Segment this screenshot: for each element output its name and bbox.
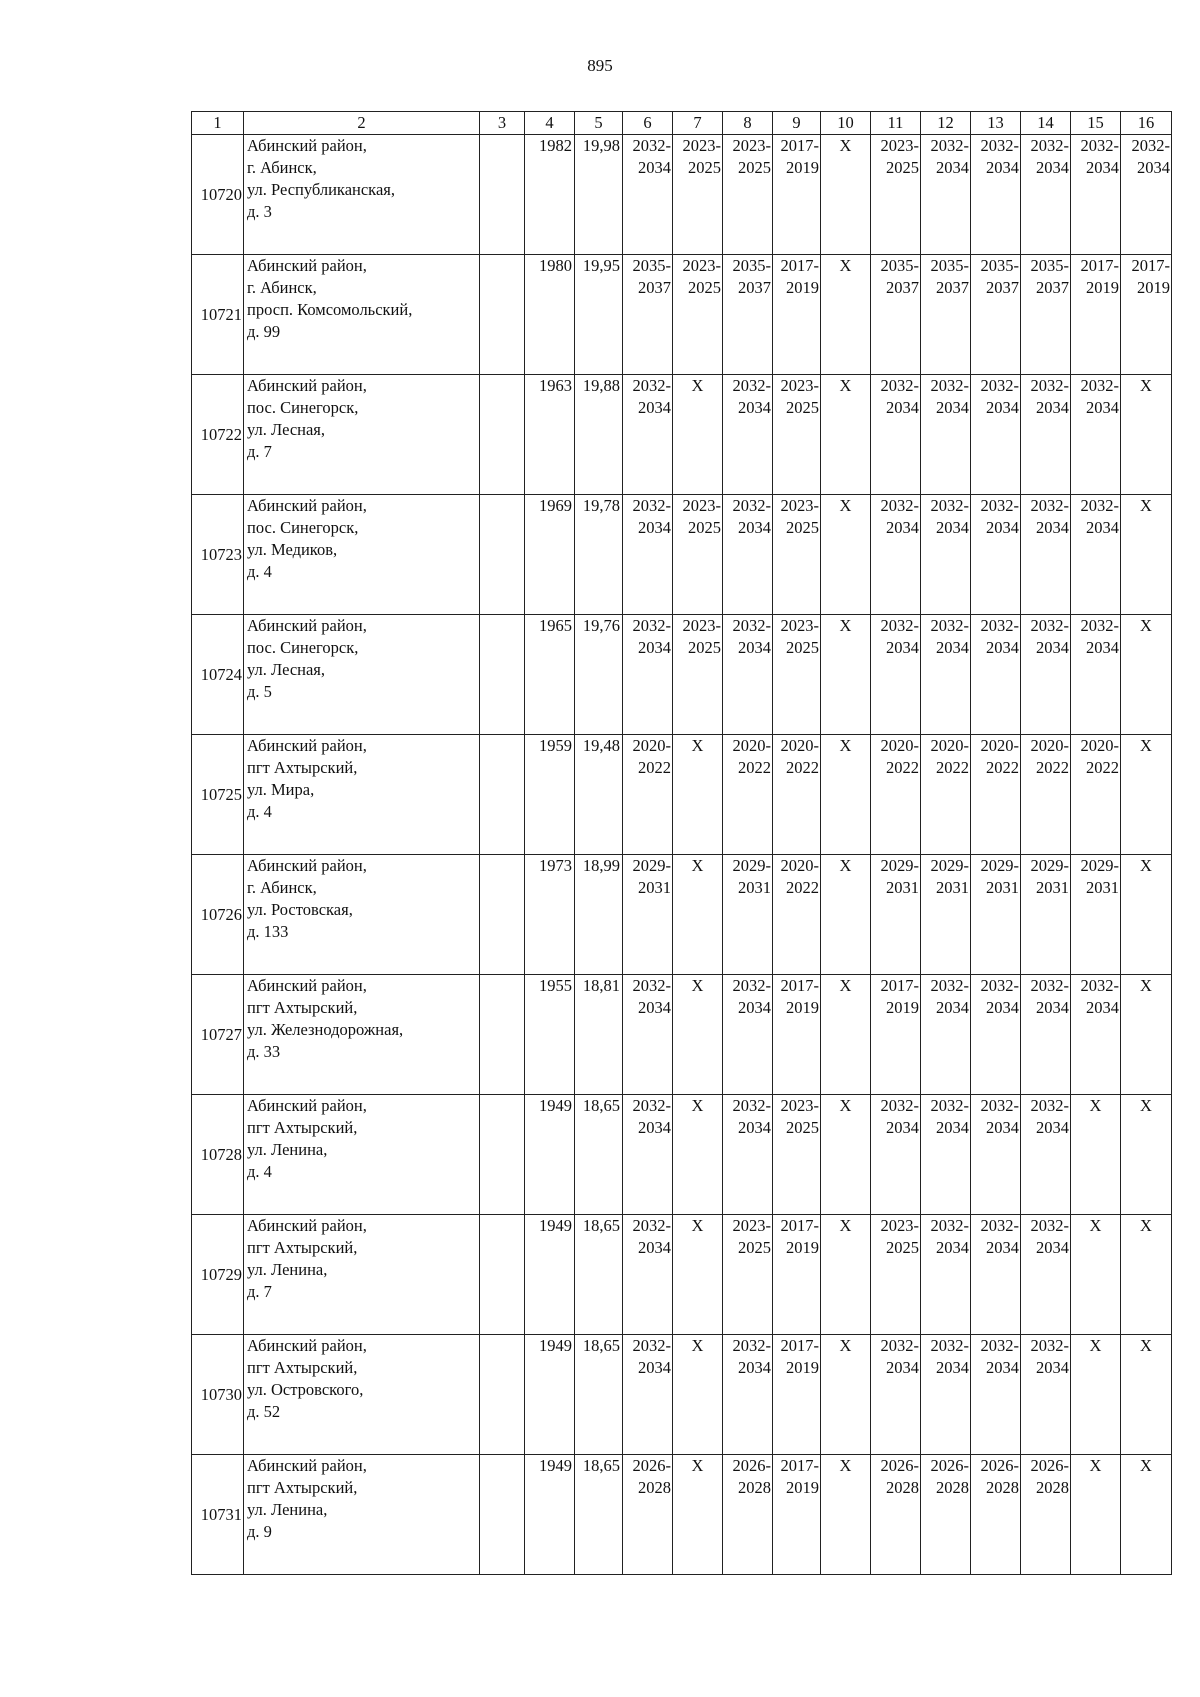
period-cell-col7: X bbox=[673, 975, 723, 1095]
address-line: пгт Ахтырский, bbox=[247, 1238, 358, 1257]
column-header-15: 15 bbox=[1071, 112, 1121, 135]
value-cell: 19,48 bbox=[575, 735, 623, 855]
table-row bbox=[192, 375, 1172, 495]
period-cell-col12: 2029- 2031 bbox=[921, 855, 971, 975]
col3-cell bbox=[480, 1095, 525, 1215]
period-cell-col16: X bbox=[1121, 375, 1172, 495]
year-cell: 1959 bbox=[525, 735, 575, 855]
row-number: 10730 bbox=[192, 1335, 244, 1455]
table-row bbox=[192, 1215, 1172, 1335]
period-cell-col13: 2032- 2034 bbox=[971, 615, 1021, 735]
address-line: д. 5 bbox=[247, 682, 272, 701]
column-header-5: 5 bbox=[575, 112, 623, 135]
period-cell-col7: X bbox=[673, 1455, 723, 1575]
address-line: Абинский район, bbox=[247, 1216, 367, 1235]
period-cell-col10: X bbox=[821, 855, 871, 975]
period-cell-col9: 2017- 2019 bbox=[773, 135, 821, 255]
value-cell: 18,81 bbox=[575, 975, 623, 1095]
period-cell-col15: X bbox=[1071, 1335, 1121, 1455]
period-cell-col8: 2023- 2025 bbox=[723, 1215, 773, 1335]
column-header-12: 12 bbox=[921, 112, 971, 135]
address-cell bbox=[244, 735, 480, 855]
period-cell-col12: 2032- 2034 bbox=[921, 1095, 971, 1215]
period-cell-col7: X bbox=[673, 735, 723, 855]
address-cell bbox=[244, 495, 480, 615]
value-cell: 18,99 bbox=[575, 855, 623, 975]
period-cell-col12: 2032- 2034 bbox=[921, 975, 971, 1095]
period-cell-col13: 2035- 2037 bbox=[971, 255, 1021, 375]
col3-cell bbox=[480, 495, 525, 615]
period-cell-col15: 2017- 2019 bbox=[1071, 255, 1121, 375]
period-cell-col10: X bbox=[821, 135, 871, 255]
period-cell-col10: X bbox=[821, 495, 871, 615]
period-cell-col7: X bbox=[673, 855, 723, 975]
period-cell-col11: 2035- 2037 bbox=[871, 255, 921, 375]
address-line: ул. Лесная, bbox=[247, 660, 326, 679]
address-line: пос. Синегорск, bbox=[247, 638, 359, 657]
period-cell-col9: 2020- 2022 bbox=[773, 735, 821, 855]
period-cell-col12: 2035- 2037 bbox=[921, 255, 971, 375]
period-cell-col6: 2035- 2037 bbox=[623, 255, 673, 375]
period-cell-col16: X bbox=[1121, 1455, 1172, 1575]
address-cell bbox=[244, 855, 480, 975]
year-cell: 1982 bbox=[525, 135, 575, 255]
address-cell bbox=[244, 1095, 480, 1215]
address-cell bbox=[244, 615, 480, 735]
year-cell: 1955 bbox=[525, 975, 575, 1095]
period-cell-col16: X bbox=[1121, 1335, 1172, 1455]
period-cell-col8: 2035- 2037 bbox=[723, 255, 773, 375]
period-cell-col13: 2032- 2034 bbox=[971, 1215, 1021, 1335]
address-line: д. 33 bbox=[247, 1042, 281, 1061]
table-row bbox=[192, 255, 1172, 375]
period-cell-col6: 2032- 2034 bbox=[623, 1215, 673, 1335]
column-header-3: 3 bbox=[480, 112, 525, 135]
row-number: 10721 bbox=[192, 255, 244, 375]
period-cell-col7: 2023- 2025 bbox=[673, 255, 723, 375]
period-cell-col14: 2020- 2022 bbox=[1021, 735, 1071, 855]
period-cell-col9: 2023- 2025 bbox=[773, 375, 821, 495]
period-cell-col10: X bbox=[821, 255, 871, 375]
period-cell-col11: 2029- 2031 bbox=[871, 855, 921, 975]
address-line: д. 52 bbox=[247, 1402, 281, 1421]
address-line: Абинский район, bbox=[247, 616, 367, 635]
address-line: пгт Ахтырский, bbox=[247, 1358, 358, 1377]
table-row bbox=[192, 615, 1172, 735]
row-number: 10729 bbox=[192, 1215, 244, 1335]
address-line: ул. Мира, bbox=[247, 780, 315, 799]
address-line: д. 3 bbox=[247, 202, 272, 221]
period-cell-col6: 2032- 2034 bbox=[623, 495, 673, 615]
address-cell bbox=[244, 1455, 480, 1575]
year-cell: 1965 bbox=[525, 615, 575, 735]
period-cell-col16: X bbox=[1121, 615, 1172, 735]
period-cell-col6: 2020- 2022 bbox=[623, 735, 673, 855]
period-cell-col12: 2032- 2034 bbox=[921, 375, 971, 495]
period-cell-col11: 2032- 2034 bbox=[871, 495, 921, 615]
value-cell: 18,65 bbox=[575, 1455, 623, 1575]
period-cell-col8: 2032- 2034 bbox=[723, 975, 773, 1095]
period-cell-col12: 2032- 2034 bbox=[921, 495, 971, 615]
page-number: 895 bbox=[587, 56, 613, 75]
row-number: 10727 bbox=[192, 975, 244, 1095]
period-cell-col9: 2017- 2019 bbox=[773, 255, 821, 375]
column-header-1: 1 bbox=[192, 112, 244, 135]
period-cell-col16: X bbox=[1121, 495, 1172, 615]
address-line: Абинский район, bbox=[247, 1096, 367, 1115]
period-cell-col15: 2032- 2034 bbox=[1071, 375, 1121, 495]
address-line: пгт Ахтырский, bbox=[247, 1478, 358, 1497]
row-number: 10728 bbox=[192, 1095, 244, 1215]
period-cell-col7: 2023- 2025 bbox=[673, 495, 723, 615]
address-line: пос. Синегорск, bbox=[247, 518, 359, 537]
address-line: Абинский район, bbox=[247, 976, 367, 995]
period-cell-col14: 2035- 2037 bbox=[1021, 255, 1071, 375]
period-cell-col14: 2029- 2031 bbox=[1021, 855, 1071, 975]
address-line: ул. Ленина, bbox=[247, 1140, 328, 1159]
address-line: д. 99 bbox=[247, 322, 281, 341]
value-cell: 19,76 bbox=[575, 615, 623, 735]
period-cell-col7: X bbox=[673, 375, 723, 495]
address-cell bbox=[244, 255, 480, 375]
period-cell-col7: X bbox=[673, 1215, 723, 1335]
period-cell-col10: X bbox=[821, 1095, 871, 1215]
col3-cell bbox=[480, 615, 525, 735]
address-cell bbox=[244, 375, 480, 495]
address-line: Абинский район, bbox=[247, 496, 367, 515]
period-cell-col6: 2026- 2028 bbox=[623, 1455, 673, 1575]
period-cell-col9: 2017- 2019 bbox=[773, 975, 821, 1095]
period-cell-col13: 2029- 2031 bbox=[971, 855, 1021, 975]
address-line: Абинский район, bbox=[247, 136, 367, 155]
period-cell-col14: 2032- 2034 bbox=[1021, 1335, 1071, 1455]
period-cell-col14: 2032- 2034 bbox=[1021, 495, 1071, 615]
year-cell: 1980 bbox=[525, 255, 575, 375]
address-line: просп. Комсомольский, bbox=[247, 300, 413, 319]
period-cell-col15: 2020- 2022 bbox=[1071, 735, 1121, 855]
period-cell-col14: 2032- 2034 bbox=[1021, 135, 1071, 255]
row-number: 10724 bbox=[192, 615, 244, 735]
period-cell-col15: 2032- 2034 bbox=[1071, 495, 1121, 615]
year-cell: 1949 bbox=[525, 1335, 575, 1455]
period-cell-col11: 2023- 2025 bbox=[871, 135, 921, 255]
col3-cell bbox=[480, 375, 525, 495]
period-cell-col11: 2023- 2025 bbox=[871, 1215, 921, 1335]
table-row bbox=[192, 735, 1172, 855]
period-cell-col9: 2017- 2019 bbox=[773, 1335, 821, 1455]
period-cell-col12: 2032- 2034 bbox=[921, 135, 971, 255]
column-header-11: 11 bbox=[871, 112, 921, 135]
address-line: ул. Островского, bbox=[247, 1380, 364, 1399]
col3-cell bbox=[480, 1215, 525, 1335]
table-row bbox=[192, 135, 1172, 255]
period-cell-col10: X bbox=[821, 1455, 871, 1575]
address-line: пгт Ахтырский, bbox=[247, 998, 358, 1017]
period-cell-col14: 2032- 2034 bbox=[1021, 375, 1071, 495]
period-cell-col7: 2023- 2025 bbox=[673, 135, 723, 255]
address-line: ул. Лесная, bbox=[247, 420, 326, 439]
period-cell-col11: 2017- 2019 bbox=[871, 975, 921, 1095]
table-body bbox=[192, 135, 1172, 1575]
address-line: д. 4 bbox=[247, 1162, 272, 1181]
period-cell-col11: 2032- 2034 bbox=[871, 375, 921, 495]
period-cell-col15: 2032- 2034 bbox=[1071, 135, 1121, 255]
address-line: ул. Медиков, bbox=[247, 540, 338, 559]
period-cell-col12: 2026- 2028 bbox=[921, 1455, 971, 1575]
period-cell-col14: 2026- 2028 bbox=[1021, 1455, 1071, 1575]
address-line: Абинский район, bbox=[247, 736, 367, 755]
table-row bbox=[192, 855, 1172, 975]
year-cell: 1963 bbox=[525, 375, 575, 495]
row-number: 10722 bbox=[192, 375, 244, 495]
address-line: ул. Ленина, bbox=[247, 1260, 328, 1279]
year-cell: 1949 bbox=[525, 1215, 575, 1335]
address-line: пгт Ахтырский, bbox=[247, 758, 358, 777]
period-cell-col12: 2032- 2034 bbox=[921, 615, 971, 735]
period-cell-col6: 2032- 2034 bbox=[623, 375, 673, 495]
period-cell-col15: 2029- 2031 bbox=[1071, 855, 1121, 975]
address-line: д. 7 bbox=[247, 442, 272, 461]
col3-cell bbox=[480, 1335, 525, 1455]
period-cell-col15: X bbox=[1071, 1455, 1121, 1575]
period-cell-col8: 2023- 2025 bbox=[723, 135, 773, 255]
address-line: д. 7 bbox=[247, 1282, 272, 1301]
period-cell-col13: 2026- 2028 bbox=[971, 1455, 1021, 1575]
period-cell-col8: 2032- 2034 bbox=[723, 375, 773, 495]
period-cell-col8: 2020- 2022 bbox=[723, 735, 773, 855]
address-line: Абинский район, bbox=[247, 1456, 367, 1475]
address-line: г. Абинск, bbox=[247, 878, 317, 897]
period-cell-col9: 2017- 2019 bbox=[773, 1215, 821, 1335]
period-cell-col6: 2032- 2034 bbox=[623, 1095, 673, 1215]
col3-cell bbox=[480, 855, 525, 975]
period-cell-col10: X bbox=[821, 735, 871, 855]
row-number: 10725 bbox=[192, 735, 244, 855]
year-cell: 1949 bbox=[525, 1095, 575, 1215]
period-cell-col13: 2032- 2034 bbox=[971, 495, 1021, 615]
period-cell-col7: 2023- 2025 bbox=[673, 615, 723, 735]
period-cell-col8: 2029- 2031 bbox=[723, 855, 773, 975]
period-cell-col8: 2032- 2034 bbox=[723, 1335, 773, 1455]
column-header-16: 16 bbox=[1121, 112, 1172, 135]
value-cell: 18,65 bbox=[575, 1335, 623, 1455]
column-header-6: 6 bbox=[623, 112, 673, 135]
period-cell-col11: 2020- 2022 bbox=[871, 735, 921, 855]
period-cell-col14: 2032- 2034 bbox=[1021, 1215, 1071, 1335]
period-cell-col14: 2032- 2034 bbox=[1021, 975, 1071, 1095]
period-cell-col13: 2032- 2034 bbox=[971, 375, 1021, 495]
column-header-8: 8 bbox=[723, 112, 773, 135]
period-cell-col6: 2032- 2034 bbox=[623, 615, 673, 735]
col3-cell bbox=[480, 255, 525, 375]
table-row bbox=[192, 1095, 1172, 1215]
address-cell bbox=[244, 1335, 480, 1455]
table-row bbox=[192, 495, 1172, 615]
period-cell-col14: 2032- 2034 bbox=[1021, 615, 1071, 735]
period-cell-col6: 2029- 2031 bbox=[623, 855, 673, 975]
period-cell-col12: 2032- 2034 bbox=[921, 1335, 971, 1455]
address-cell bbox=[244, 1215, 480, 1335]
period-cell-col11: 2032- 2034 bbox=[871, 1095, 921, 1215]
period-cell-col14: 2032- 2034 bbox=[1021, 1095, 1071, 1215]
period-cell-col10: X bbox=[821, 1335, 871, 1455]
period-cell-col6: 2032- 2034 bbox=[623, 135, 673, 255]
period-cell-col9: 2023- 2025 bbox=[773, 495, 821, 615]
period-cell-col9: 2017- 2019 bbox=[773, 1455, 821, 1575]
period-cell-col9: 2023- 2025 bbox=[773, 615, 821, 735]
period-cell-col11: 2032- 2034 bbox=[871, 1335, 921, 1455]
column-header-10: 10 bbox=[821, 112, 871, 135]
row-number: 10723 bbox=[192, 495, 244, 615]
period-cell-col13: 2032- 2034 bbox=[971, 975, 1021, 1095]
period-cell-col6: 2032- 2034 bbox=[623, 1335, 673, 1455]
period-cell-col8: 2032- 2034 bbox=[723, 1095, 773, 1215]
header-row bbox=[192, 112, 1172, 135]
value-cell: 18,65 bbox=[575, 1215, 623, 1335]
year-cell: 1973 bbox=[525, 855, 575, 975]
row-number: 10720 bbox=[192, 135, 244, 255]
column-header-4: 4 bbox=[525, 112, 575, 135]
housing-table bbox=[191, 111, 1172, 1575]
address-line: ул. Ростовская, bbox=[247, 900, 353, 919]
period-cell-col16: X bbox=[1121, 1215, 1172, 1335]
period-cell-col7: X bbox=[673, 1095, 723, 1215]
value-cell: 19,98 bbox=[575, 135, 623, 255]
period-cell-col16: X bbox=[1121, 735, 1172, 855]
period-cell-col13: 2032- 2034 bbox=[971, 135, 1021, 255]
value-cell: 18,65 bbox=[575, 1095, 623, 1215]
period-cell-col7: X bbox=[673, 1335, 723, 1455]
address-line: г. Абинск, bbox=[247, 278, 317, 297]
period-cell-col15: X bbox=[1071, 1215, 1121, 1335]
period-cell-col16: 2017- 2019 bbox=[1121, 255, 1172, 375]
address-cell bbox=[244, 975, 480, 1095]
period-cell-col10: X bbox=[821, 975, 871, 1095]
column-header-2: 2 bbox=[244, 112, 480, 135]
address-line: Абинский район, bbox=[247, 1336, 367, 1355]
period-cell-col13: 2032- 2034 bbox=[971, 1095, 1021, 1215]
period-cell-col13: 2020- 2022 bbox=[971, 735, 1021, 855]
period-cell-col15: 2032- 2034 bbox=[1071, 615, 1121, 735]
col3-cell bbox=[480, 975, 525, 1095]
period-cell-col9: 2020- 2022 bbox=[773, 855, 821, 975]
period-cell-col15: X bbox=[1071, 1095, 1121, 1215]
period-cell-col16: X bbox=[1121, 1095, 1172, 1215]
period-cell-col12: 2032- 2034 bbox=[921, 1215, 971, 1335]
column-header-7: 7 bbox=[673, 112, 723, 135]
address-line: д. 4 bbox=[247, 562, 272, 581]
period-cell-col11: 2032- 2034 bbox=[871, 615, 921, 735]
address-line: г. Абинск, bbox=[247, 158, 317, 177]
period-cell-col10: X bbox=[821, 375, 871, 495]
column-header-13: 13 bbox=[971, 112, 1021, 135]
period-cell-col16: 2032- 2034 bbox=[1121, 135, 1172, 255]
period-cell-col8: 2032- 2034 bbox=[723, 495, 773, 615]
period-cell-col12: 2020- 2022 bbox=[921, 735, 971, 855]
address-line: д. 9 bbox=[247, 1522, 272, 1541]
period-cell-col16: X bbox=[1121, 975, 1172, 1095]
table-row bbox=[192, 1455, 1172, 1575]
table-row bbox=[192, 975, 1172, 1095]
year-cell: 1969 bbox=[525, 495, 575, 615]
period-cell-col13: 2032- 2034 bbox=[971, 1335, 1021, 1455]
period-cell-col8: 2032- 2034 bbox=[723, 615, 773, 735]
period-cell-col8: 2026- 2028 bbox=[723, 1455, 773, 1575]
address-line: ул. Железнодорожная, bbox=[247, 1020, 404, 1039]
period-cell-col9: 2023- 2025 bbox=[773, 1095, 821, 1215]
period-cell-col15: 2032- 2034 bbox=[1071, 975, 1121, 1095]
address-line: Абинский район, bbox=[247, 856, 367, 875]
table-row bbox=[192, 1335, 1172, 1455]
address-line: пгт Ахтырский, bbox=[247, 1118, 358, 1137]
value-cell: 19,88 bbox=[575, 375, 623, 495]
period-cell-col10: X bbox=[821, 1215, 871, 1335]
address-line: Абинский район, bbox=[247, 256, 367, 275]
column-header-14: 14 bbox=[1021, 112, 1071, 135]
address-line: д. 4 bbox=[247, 802, 272, 821]
col3-cell bbox=[480, 735, 525, 855]
year-cell: 1949 bbox=[525, 1455, 575, 1575]
col3-cell bbox=[480, 135, 525, 255]
row-number: 10731 bbox=[192, 1455, 244, 1575]
period-cell-col16: X bbox=[1121, 855, 1172, 975]
address-line: ул. Республиканская, bbox=[247, 180, 395, 199]
value-cell: 19,78 bbox=[575, 495, 623, 615]
address-line: пос. Синегорск, bbox=[247, 398, 359, 417]
address-line: ул. Ленина, bbox=[247, 1500, 328, 1519]
period-cell-col11: 2026- 2028 bbox=[871, 1455, 921, 1575]
column-header-9: 9 bbox=[773, 112, 821, 135]
address-cell bbox=[244, 135, 480, 255]
period-cell-col10: X bbox=[821, 615, 871, 735]
address-line: Абинский район, bbox=[247, 376, 367, 395]
row-number: 10726 bbox=[192, 855, 244, 975]
address-line: д. 133 bbox=[247, 922, 289, 941]
value-cell: 19,95 bbox=[575, 255, 623, 375]
col3-cell bbox=[480, 1455, 525, 1575]
period-cell-col6: 2032- 2034 bbox=[623, 975, 673, 1095]
